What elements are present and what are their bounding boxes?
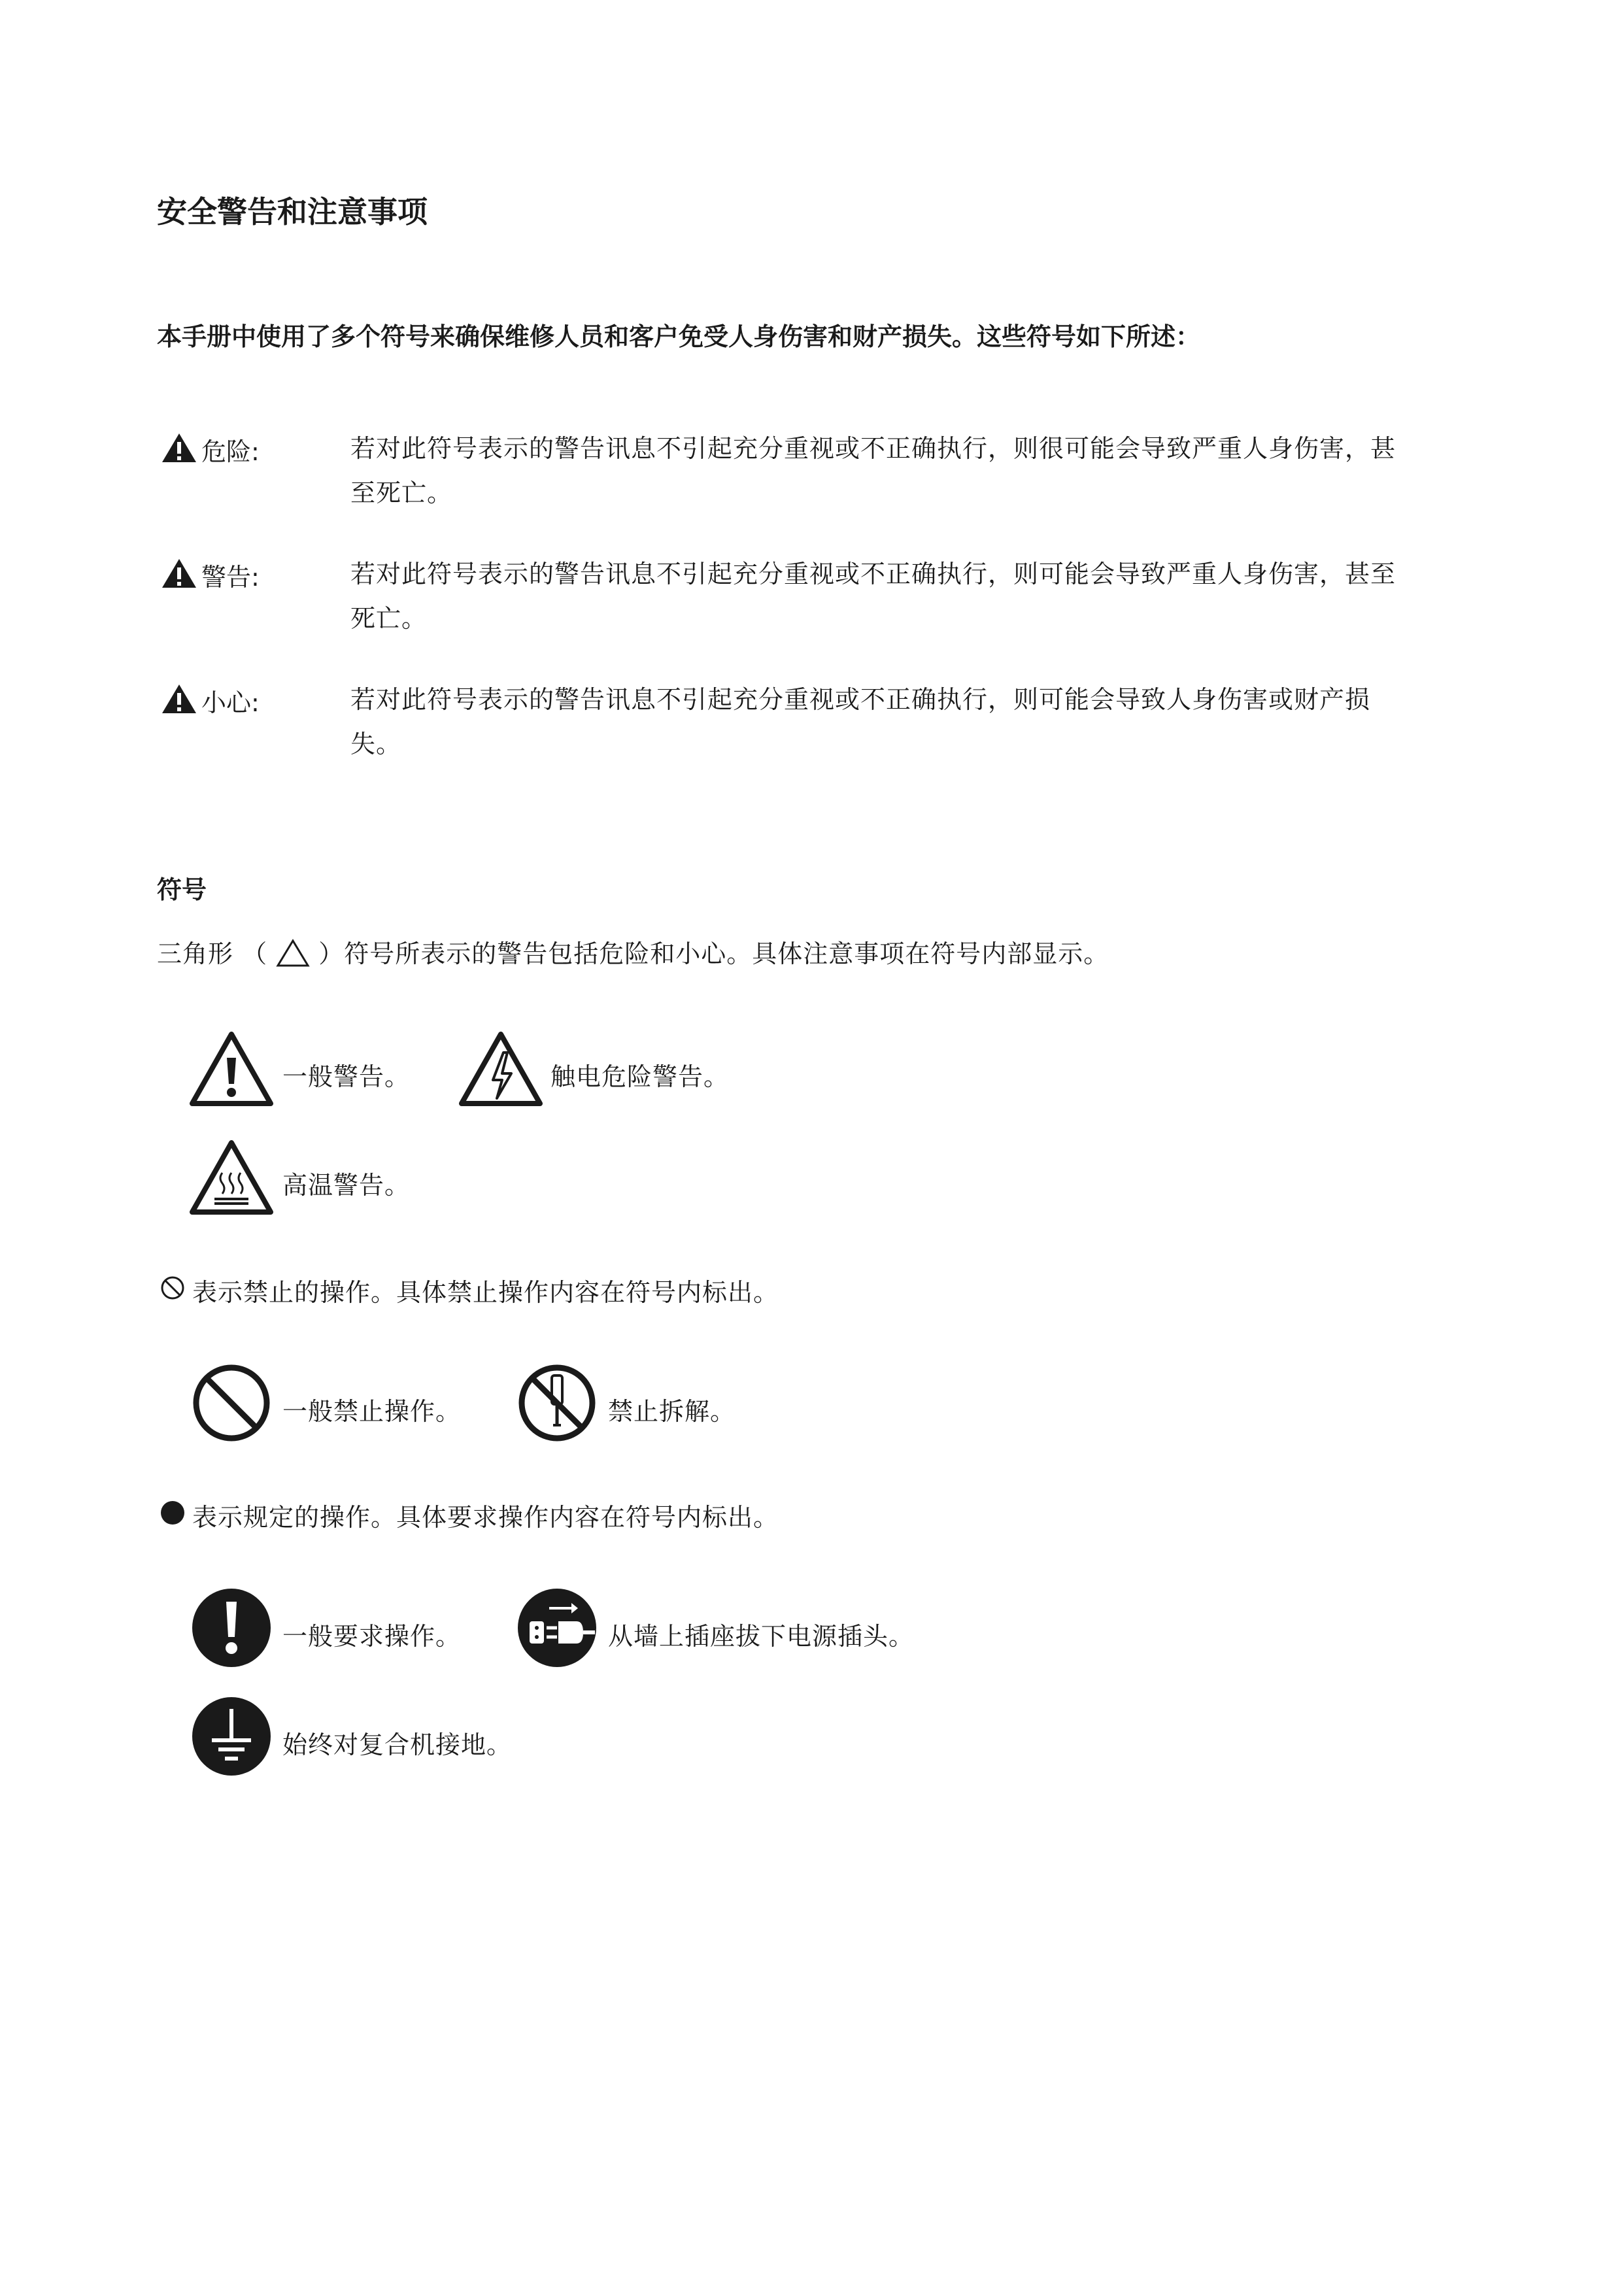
- no-disassembly-label: 禁止拆解。: [608, 1397, 736, 1426]
- ground-icon: [188, 1693, 275, 1780]
- high-temperature-warning-icon: [188, 1135, 275, 1221]
- caution-warning-icon: [161, 683, 197, 715]
- general-mandatory-label: 一般要求操作。: [282, 1622, 462, 1651]
- general-warning-label: 一般警告。: [282, 1062, 411, 1091]
- level-label-warning: 警告:: [201, 563, 260, 592]
- electric-shock-warning-icon: [458, 1026, 544, 1113]
- page-title: 安全警告和注意事项: [157, 194, 428, 229]
- general-mandatory-icon: [188, 1585, 275, 1671]
- mandatory-description: 表示规定的操作。具体要求操作内容在符号内标出。: [192, 1503, 779, 1532]
- prohibition-small-icon: [160, 1275, 186, 1301]
- general-prohibition-label: 一般禁止操作。: [282, 1397, 462, 1426]
- unplug-power-label: 从墙上插座拔下电源插头。: [608, 1622, 915, 1651]
- level-label-danger: 危险:: [201, 437, 260, 466]
- unplug-power-icon: [514, 1585, 600, 1671]
- high-temperature-warning-label: 高温警告。: [282, 1171, 411, 1200]
- ground-label: 始终对复合机接地。: [282, 1730, 513, 1759]
- intro-text: 本手册中使用了多个符号来确保维修人员和客户免受人身伤害和财产损失。这些符号如下所述：: [157, 322, 1201, 351]
- mandatory-small-icon: [160, 1500, 186, 1526]
- warning-warning-icon: [161, 557, 197, 590]
- danger-warning-icon: [161, 431, 197, 464]
- level-label-caution: 小心:: [201, 688, 260, 717]
- general-warning-icon: [188, 1026, 275, 1113]
- level-desc-danger: 若对此符号表示的警告讯息不引起充分重视或不正确执行，则很可能会导致严重人身伤害，甚 至死亡。: [350, 434, 1396, 507]
- level-desc-warning: 若对此符号表示的警告讯息不引起充分重视或不正确执行，则可能会导致严重人身伤害，甚至 死亡。: [350, 560, 1396, 633]
- prohibition-description: 表示禁止的操作。具体禁止操作内容在符号内标出。: [192, 1278, 779, 1307]
- general-prohibition-icon: [188, 1360, 275, 1446]
- triangle-description: 三角形 （ ）符号所表示的警告包括危险和小心。具体注意事项在符号内部显示。: [157, 939, 1109, 968]
- outline-triangle-icon: [276, 939, 310, 968]
- symbols-section-title: 符号: [157, 875, 207, 904]
- no-disassembly-icon: [514, 1360, 600, 1446]
- electric-shock-warning-label: 触电危险警告。: [550, 1062, 730, 1091]
- level-desc-caution: 若对此符号表示的警告讯息不引起充分重视或不正确执行，则可能会导致人身伤害或财产损 失。: [350, 685, 1371, 758]
